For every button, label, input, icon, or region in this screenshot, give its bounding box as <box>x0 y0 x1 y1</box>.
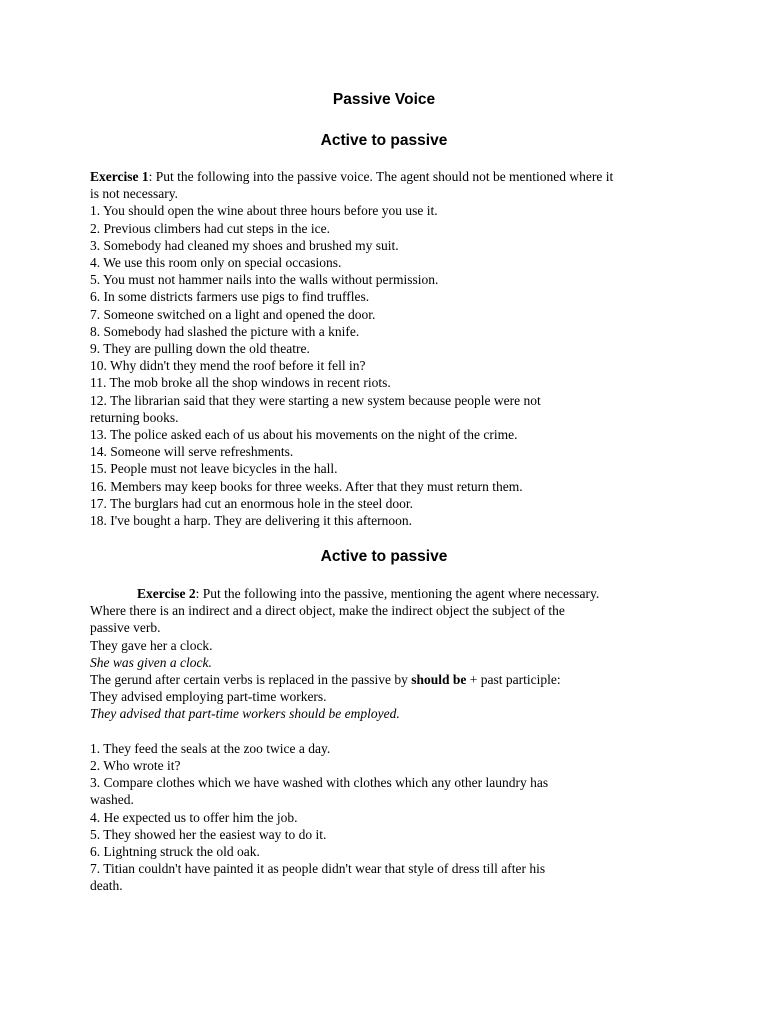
exercise2-instruction <box>90 585 690 602</box>
section1-heading: Active to passive <box>320 132 448 149</box>
exercise2-instruction-text: : Put the following into the passive, mentioning the agent where necessary. <box>195 586 600 601</box>
exercise2-block <box>90 585 690 895</box>
exercise1-item: 12. The librarian said that they were starting a new system because people were not <box>90 392 541 408</box>
exercise2-item: death. <box>90 878 123 894</box>
example2-passive: They advised that part-time workers should be employed. <box>90 706 400 722</box>
exercise1-item: 15. People must not leave bicycles in the hall. <box>90 461 338 477</box>
exercise1-block <box>90 168 690 529</box>
exercise2-item: 7. Titian couldn't have painted it as people didn't wear that style of dress till after his <box>90 861 546 877</box>
exercise1-item: 4. We use this room only on special occasions. <box>90 255 342 271</box>
exercise1-item: 14. Someone will serve refreshments. <box>90 444 294 460</box>
section2-heading: Active to passive <box>320 548 448 565</box>
exercise2-instruction-line2: Where there is an indirect and a direct object, make the indirect object the subject of the <box>90 603 565 619</box>
exercise1-instruction-cont: is not necessary. <box>90 186 178 202</box>
exercise1-item: 6. In some districts farmers use pigs to find truffles. <box>90 289 370 305</box>
exercise2-item: 5. They showed her the easiest way to do it. <box>90 826 327 842</box>
exercise1-item: 5. You must not hammer nails into the walls without permission. <box>90 272 439 288</box>
exercise1-instruction <box>90 168 690 185</box>
exercise1-item: 2. Previous climbers had cut steps in the ice. <box>90 220 330 236</box>
gerund-rule-text: The gerund after certain verbs is replaced in the passive by <box>90 672 412 688</box>
gerund-rule-after: + past participle: <box>466 672 561 688</box>
exercise1-item: 17. The burglars had cut an enormous hole in the steel door. <box>90 495 414 511</box>
gerund-rule <box>90 671 690 688</box>
exercise1-item: 7. Someone switched on a light and opened the door. <box>90 306 376 322</box>
example1-active: They gave her a clock. <box>90 637 213 653</box>
exercise2-item: 2. Who wrote it? <box>90 758 181 774</box>
exercise2-item: washed. <box>90 792 134 808</box>
exercise1-item: 11. The mob broke all the shop windows in recent riots. <box>90 375 391 391</box>
page-title: Passive Voice <box>332 91 436 108</box>
exercise1-item: returning books. <box>90 409 179 425</box>
exercise1-item: 10. Why didn't they mend the roof before it fell in? <box>90 358 366 374</box>
exercise2-item: 6. Lightning struck the old oak. <box>90 844 260 860</box>
exercise2-instruction-line3: passive verb. <box>90 620 161 636</box>
exercise1-item: 9. They are pulling down the old theatre. <box>90 341 310 357</box>
exercise2-item: 1. They feed the seals at the zoo twice a day. <box>90 740 331 756</box>
example2-active: They advised employing part-time workers. <box>90 689 327 705</box>
exercise2-item: 4. He expected us to offer him the job. <box>90 809 298 825</box>
exercise1-item: 8. Somebody had slashed the picture with a knife. <box>90 323 360 339</box>
blank-spacer <box>90 723 690 740</box>
exercise2-label: Exercise 2 <box>137 586 196 601</box>
exercise1-item: 18. I've bought a harp. They are delivering it this afternoon. <box>90 513 412 529</box>
exercise1-item: 1. You should open the wine about three hours before you use it. <box>90 203 438 219</box>
exercise1-label: Exercise 1 <box>90 169 149 184</box>
exercise2-item: 3. Compare clothes which we have washed with clothes which any other laundry has <box>90 775 549 791</box>
exercise1-item: 3. Somebody had cleaned my shoes and brushed my suit. <box>90 237 399 253</box>
exercise1-instruction-text: : Put the following into the passive voice. The agent should not be mentioned where it <box>148 169 614 184</box>
example1-passive: She was given a clock. <box>90 654 212 670</box>
gerund-rule-bold: should be <box>411 672 467 688</box>
exercise1-item: 13. The police asked each of us about his movements on the night of the crime. <box>90 427 518 443</box>
exercise1-item: 16. Members may keep books for three weeks. After that they must return them. <box>90 478 523 494</box>
